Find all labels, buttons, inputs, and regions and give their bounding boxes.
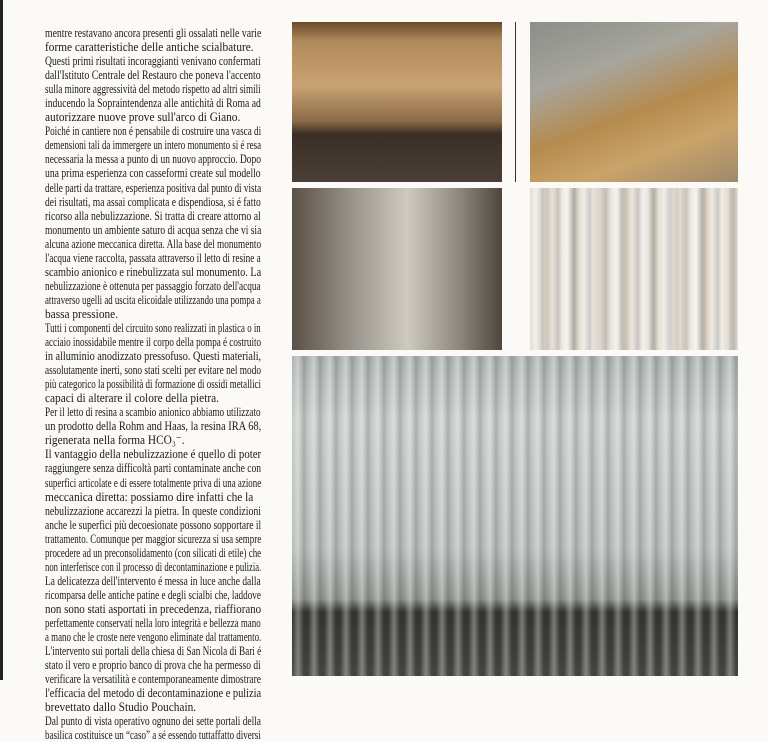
text-line-content: anche le superfici più decoesionate possono sopportare il [45, 517, 262, 532]
text-line-content: necessaria la messa a punto di un nuovo approccio. Dopo [45, 152, 261, 167]
text-line [45, 447, 263, 461]
text-line-content: inducendo la Sopraintendenza alle antichità di Roma ad [45, 96, 261, 111]
text-line-content: verificare la versatilità e contemporaneamente dimostrare [45, 672, 261, 687]
text-line-content: autorizzare nuove prove sull'arco di Giano. [45, 110, 241, 125]
text-line [45, 377, 263, 391]
text-line-content: Dal punto di vista operativo ognuno dei sette portali della [45, 714, 261, 729]
text-line [45, 433, 263, 447]
text-line-content: rigenerata nella forma HCO₃⁻. [45, 433, 185, 448]
text-line-content: brevettato dallo Studio Pouchain. [45, 700, 197, 715]
text-line [45, 152, 263, 166]
text-line-content: delle parti da trattare, esperienza positiva dal punto di vista [45, 180, 262, 195]
text-line-content: ricorso alla nebulizzazione. Si tratta di creare attorno al [45, 208, 261, 223]
text-line [45, 293, 263, 307]
text-line [45, 391, 263, 405]
text-line-content: procedere ad un preconsolidamento (con silicati di etile) che [45, 545, 262, 560]
paragraph [45, 447, 263, 573]
text-line-content: assolutamente inerti, sono stati scelti per evitare nel modo [45, 363, 262, 378]
text-line [45, 307, 263, 321]
text-line [45, 405, 263, 419]
text-line-content: nebulizzazione è ottenuta per passaggio forzato dell'acqua [45, 278, 261, 293]
text-line-content: La delicatezza dell'intervento é messa in luce anche dalla [45, 573, 261, 588]
paragraph [45, 574, 263, 644]
text-line-content: in alluminio anodizzato pressofuso. Questi materiali, [45, 349, 262, 364]
text-line-content: forme caratteristiche delle antiche scialbature. [45, 40, 254, 55]
text-line [45, 616, 263, 630]
text-line-content: basilica costituisce un “caso” a sé essendo tuttaffatto diversi [45, 728, 261, 742]
text-line [45, 209, 263, 223]
text-line-content: Per il letto di resina a scambio anionico abbiamo utilizzato [45, 405, 261, 420]
text-line [45, 532, 263, 546]
text-line [45, 602, 263, 616]
text-line-content: stato il vero e proprio banco di prova che ha permesso di [45, 658, 261, 673]
paragraph [45, 644, 263, 714]
text-line-content: Poiché in cantiere non é pensabile di costruire una vasca di [45, 124, 262, 139]
text-line-content: attraverso ugelli ad uscita elicoidale utilizzando una pompa a [45, 292, 261, 307]
text-line-content: Il vantaggio della nebulizzazione é quello di poter [45, 447, 262, 462]
paragraph [45, 321, 263, 405]
text-line [45, 335, 263, 349]
paragraph [45, 26, 263, 54]
paragraph [45, 124, 263, 321]
text-line [45, 518, 263, 532]
text-line-content: capaci di alterare il colore della pietra. [45, 391, 220, 406]
text-line-content: alcuna azione meccanica diretta. Alla base del monumento [45, 236, 262, 251]
text-line-content: nebulizzazione accarezzi la pietra. In queste condizioni [45, 503, 261, 518]
photo-nebulization-equipment [292, 22, 502, 182]
text-line [45, 265, 263, 279]
paragraph [45, 54, 263, 124]
text-line [45, 26, 263, 40]
text-line [45, 700, 263, 714]
text-line-content: bassa pressione. [45, 306, 119, 321]
text-line [45, 40, 263, 54]
paragraph [45, 714, 263, 742]
text-line-content: superfici articolate e di essere totalmente priva di una azione [45, 475, 262, 490]
body-text-column [45, 26, 263, 742]
text-line [45, 714, 263, 728]
text-line-content: ricomparsa delle antiche patine e degli scialbi che, laddove [45, 587, 261, 602]
text-line [45, 560, 263, 574]
text-line-content: un prodotto della Rohm and Haas, la resina IRA 68, [45, 419, 262, 434]
text-line [45, 321, 263, 335]
text-line [45, 363, 263, 377]
text-line [45, 181, 263, 195]
text-line [45, 490, 263, 504]
text-line-content: dei risultati, ma assai complicata e dispendiosa, si é fatto [45, 194, 261, 209]
text-line [45, 588, 263, 602]
text-line [45, 504, 263, 518]
text-line [45, 658, 263, 672]
page-edge [0, 0, 3, 680]
text-line [45, 419, 263, 433]
photo-stone-surface-detail [530, 188, 738, 350]
text-line [45, 54, 263, 68]
text-line [45, 574, 263, 588]
text-line [45, 461, 263, 475]
text-line [45, 728, 263, 742]
text-line-content: più categorico la possibilità di formazione di ossidi metallici [45, 377, 261, 392]
text-line [45, 686, 263, 700]
text-line [45, 644, 263, 658]
photo-resin-tanks-apparatus [530, 22, 738, 182]
text-line-content: demensioni tali da immergere un intero monumento si é resa [45, 138, 262, 153]
text-line-content: dall'Istituto Centrale del Restauro che poneva l'accento [45, 68, 261, 83]
text-line-content: l'acqua viene raccolta, passata attraverso il letto di resine a [45, 250, 261, 265]
text-line [45, 124, 263, 138]
text-line-content: l'efficacia del metodo di decontaminazione e pulizia [45, 686, 262, 701]
text-line [45, 138, 263, 152]
text-line [45, 546, 263, 560]
text-line [45, 349, 263, 363]
divider [515, 22, 516, 182]
text-line-content: acciaio inossidabile mentre il corpo della pompa é costruito [45, 335, 262, 350]
text-line-content: Questi primi risultati incoraggianti venivano confermati [45, 54, 261, 69]
text-line [45, 279, 263, 293]
text-line [45, 672, 263, 686]
text-line-content: una prima esperienza con casseformi create sul modello [45, 166, 261, 181]
text-line [45, 166, 263, 180]
text-line-content: mentre restavano ancora presenti gli ossalati nelle varie [45, 26, 262, 40]
text-line-content: raggiungere senza difficoltà parti contaminate anche con [45, 461, 262, 476]
text-line [45, 68, 263, 82]
paragraph [45, 405, 263, 447]
text-line-content: a mano che le croste nere vengono eliminate dal trattamento. [45, 630, 262, 645]
photo-worker-on-scaffold [292, 188, 502, 350]
text-line-content: non sono stati asportati in precedenza, riaffiorano [45, 601, 262, 616]
text-line [45, 223, 263, 237]
photo-fluted-stone-portal [292, 356, 738, 676]
text-line-content: Tutti i componenti del circuito sono realizzati in plastica o in [45, 320, 261, 335]
text-line [45, 237, 263, 251]
text-line-content: non interferisce con il processo di decontaminazione e pulizia. [45, 559, 262, 574]
text-line [45, 110, 263, 124]
text-line [45, 82, 263, 96]
text-line-content: L'intervento sui portali della chiesa di San Nicola di Bari é [45, 644, 262, 659]
text-line-content: monumento un ambiente saturo di acqua senza che vi sia [45, 222, 262, 237]
text-line [45, 251, 263, 265]
text-line-content: trattamento. Comunque per maggior sicurezza si usa sempre [45, 531, 262, 546]
text-line-content: sulla minore aggressività del metodo rispetto ad altri simili [45, 82, 261, 97]
text-line-content: meccanica diretta: possiamo dire infatti che la [45, 489, 254, 504]
text-line [45, 96, 263, 110]
text-line [45, 476, 263, 490]
text-line-content: perfettamente conservati nella loro integrità e bellezza mano [45, 615, 261, 630]
text-line [45, 195, 263, 209]
text-line [45, 630, 263, 644]
text-line-content: scambio anionico e rinebulizzata sul monumento. La [45, 264, 262, 279]
